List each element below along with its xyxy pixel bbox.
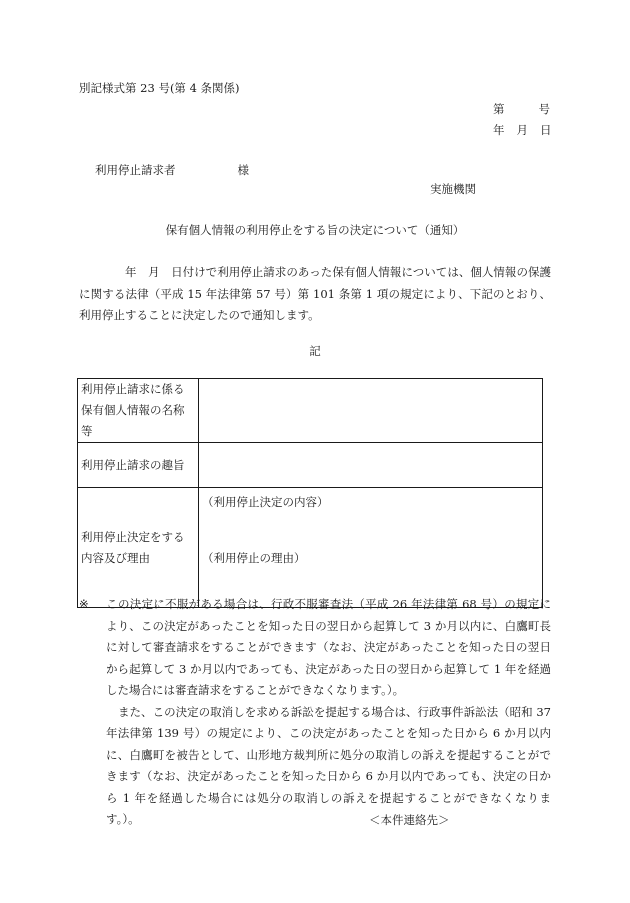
row1-label: 利用停止請求に係る保有個人情報の名称等 [78,379,199,443]
requester-label: 利用停止請求者 [95,163,176,177]
contact-heading: ＜本件連絡先＞ [369,813,450,827]
body-paragraph [79,262,551,327]
row1-value [199,379,543,443]
decision-table [77,378,543,608]
document-date [493,122,552,138]
table-row [78,379,543,443]
decision-reason-heading: （利用停止の理由） [202,551,306,565]
table-row [78,488,543,608]
row3-value [199,488,543,608]
date-month: 月 [516,123,528,137]
row2-label: 利用停止請求の趣旨 [78,443,199,488]
addressee [95,162,249,178]
note-appeal-text: この決定に不服がある場合は、行政不服審査法（平成 26 年法律第 68 号）の規定により、この決定があったことを知った日の翌日から起算して 3 か月以内に、白鷹町長に対して審査請求をすることができます（なお、決定があったことを知った日の翌日から起算して 3 か月以内であっても、決定があった日の翌日から起算して 1 年を経過した場合には審査請求をすることができなくなります。）。 [106,597,551,697]
date-year: 年 [493,123,505,137]
table-row [78,443,543,488]
number-label-suffix: 号 [538,102,550,116]
row3-label: 利用停止決定をする内容及び理由 [78,488,199,608]
document-number [493,101,550,117]
note-lawsuit-text: また、この決定の取消しを求める訴訟を提起する場合は、行政事件訴訟法（昭和 37 年法律第 139 号）の規定により、この決定があったことを知った日から 6 か月以内に、白鷹町を被告として、山形地方裁判所に処分の取消しの訴えを提起することができます（なお、決定があったことを知った日から 6 か月以内であっても、決定の日から 1 年を経過した場合には処分の取消しの訴えを提起することができなくなります。）。 [106,704,551,826]
number-label-prefix: 第 [493,102,505,116]
ki-heading: 記 [309,344,321,358]
note-mark: ※ [79,597,89,611]
issuing-organization: 実施機関 [430,182,476,196]
note-appeal [79,594,551,702]
note-lawsuit [79,702,551,831]
notes-section [79,594,551,831]
date-day: 日 [540,123,552,137]
body-paragraph-text: 年 月 日付けで利用停止請求のあった保有個人情報については、個人情報の保護に関する法律（平成 15 年法律第 57 号）第 101 条第 1 項の規定により、下記のとおり、利用停止することに決定したので通知します。 [79,265,551,322]
form-number: 別記様式第 23 号(第 4 条関係) [79,81,240,95]
decision-content-heading: （利用停止決定の内容） [202,495,329,509]
document-title: 保有個人情報の利用停止をする旨の決定について（通知） [165,223,465,237]
row2-value [199,443,543,488]
honorific: 様 [237,163,249,177]
